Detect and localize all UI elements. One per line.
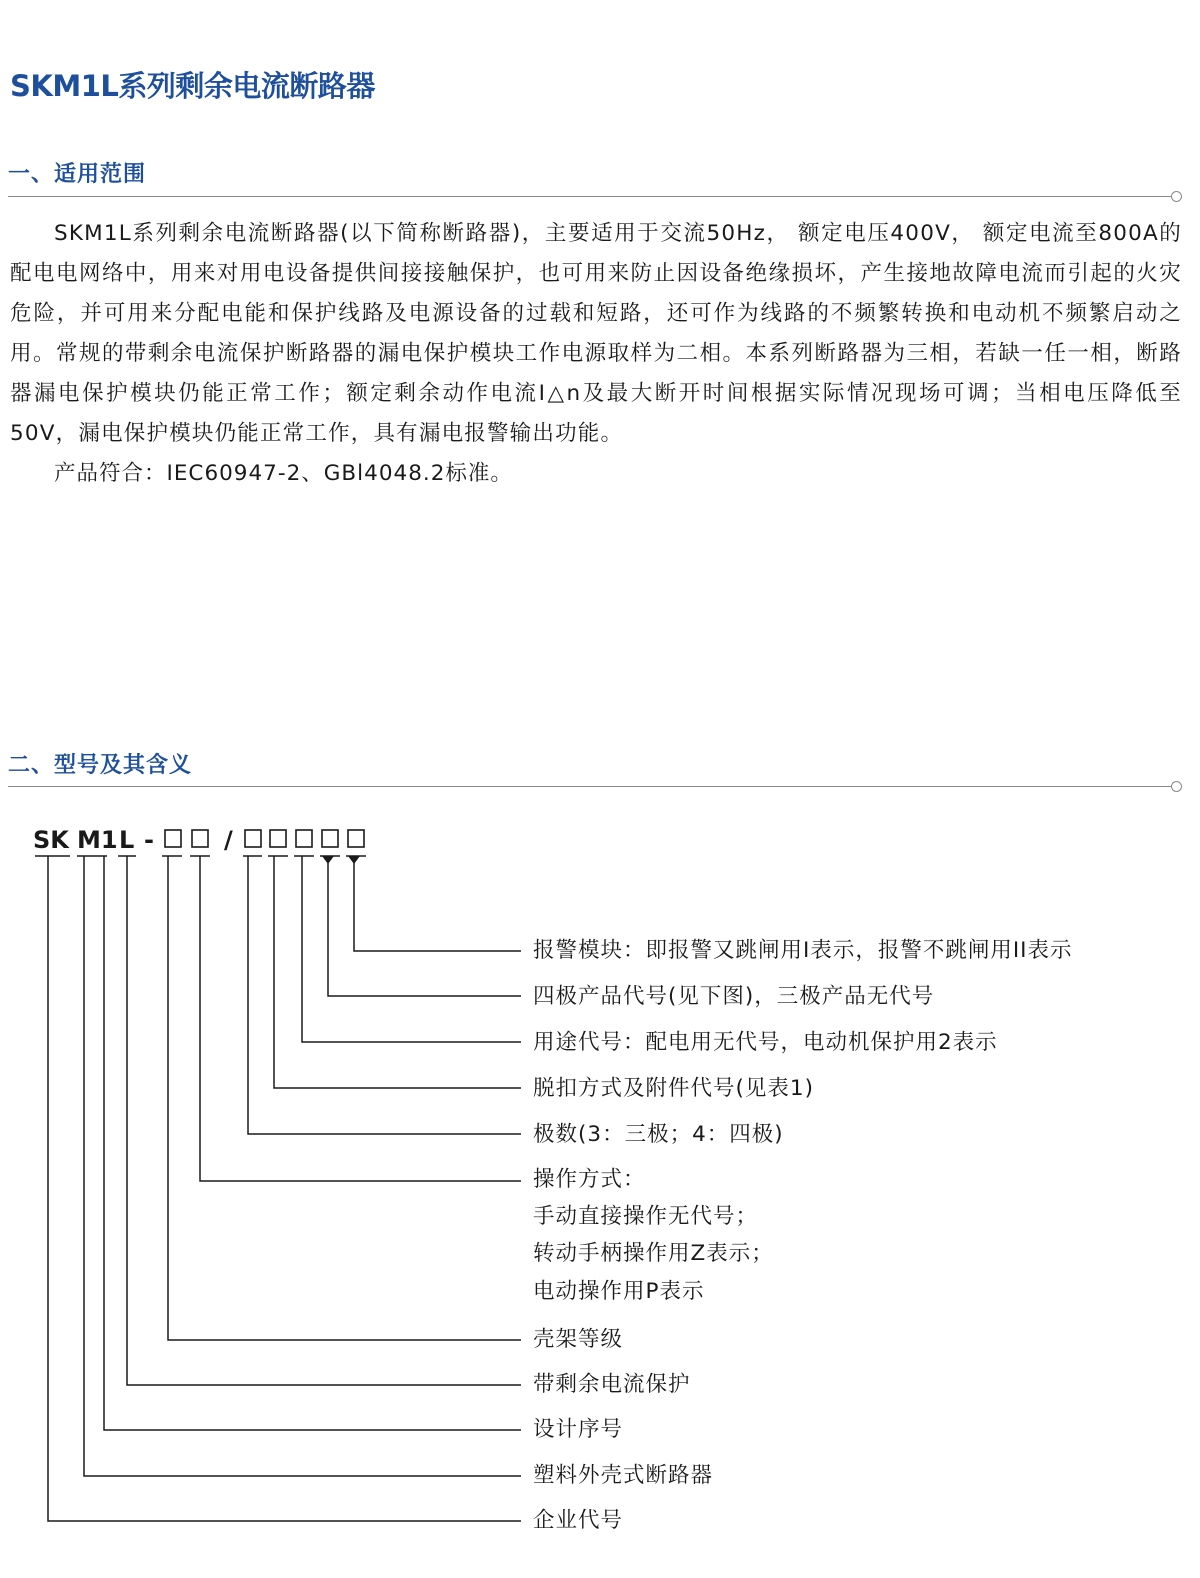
code-sk: SK [33, 826, 69, 854]
code-box-frame [348, 830, 364, 847]
code-l: L [119, 826, 135, 854]
code-boxes [165, 830, 364, 847]
label-enterprise-code: 企业代号 [533, 1508, 624, 1533]
leader-usage [302, 856, 521, 1042]
code-box-frame [165, 830, 181, 847]
label-poles: 极数(3：三极；4：四极) [533, 1122, 784, 1147]
label-operation-handle: 转动手柄操作用Z表示； [533, 1241, 774, 1266]
section2-heading: 二、型号及其含义 [8, 753, 193, 778]
code-box-frame [322, 830, 338, 847]
leader-poles [248, 856, 521, 1134]
label-alarm-module: 报警模块：即报警又跳闸用I表示，报警不跳闸用II表示 [533, 938, 1073, 963]
standard-line: 产品符合：IEC60947-2、GBl4048.2标准。 [54, 461, 513, 486]
leader-lines [35, 856, 521, 1521]
code-dash: - [144, 826, 154, 854]
leader-trip [274, 856, 521, 1088]
code-slash: / [224, 826, 233, 854]
leader-alarm [354, 856, 521, 951]
label-frame-grade: 壳架等级 [533, 1327, 624, 1352]
leader-enterprise [48, 856, 521, 1521]
leader-arrowheads [322, 856, 360, 864]
leader-design [104, 856, 521, 1430]
arrow-down-icon [322, 856, 334, 864]
label-design-serial: 设计序号 [533, 1417, 624, 1442]
label-operation-electric: 电动操作用P表示 [533, 1279, 705, 1304]
label-residual-current: 带剩余电流保护 [533, 1372, 691, 1397]
leader-residual [127, 856, 521, 1385]
label-operation-manual: 手动直接操作无代号； [533, 1204, 759, 1229]
page-title: SKM1L系列剩余电流断路器 [10, 69, 375, 103]
section1-paragraph-text: SKM1L系列剩余电流断路器(以下简称断路器)，主要适用于交流50Hz， 额定电压400V， 额定电流至800A的配电电网络中，用来对用电设备提供间接接触保护，也可用来防止因设备绝缘损坏，产生接地故障电流而引起的火灾危险，并可用来分配电能和保护线路及电源设备的过载和短路，还可作为线路的不频繁转换和电动机不频繁启动之用。常规的带剩余电流保护断路器的漏电保护模块工作电源取样为二相。本系列断路器为三相，若缺一任一相，断路器漏电保护模块仍能正常工作；额定剩余动作电流I△n及最大断开时间根据实际情况现场可调；当相电压降低至50V，漏电保护模块仍能正常工作，具有漏电报警输出功能。 [10, 221, 1182, 446]
code-m1: M1 [77, 826, 118, 854]
arrow-down-icon [348, 856, 360, 864]
leader-four-pole [328, 856, 521, 996]
label-four-pole: 四极产品代号(见下图)，三极产品无代号 [533, 984, 935, 1009]
code-box-frame [192, 830, 208, 847]
code-box-frame [296, 830, 312, 847]
label-trip-mode: 脱扣方式及附件代号(见表1) [533, 1076, 814, 1101]
code-box-frame [270, 830, 286, 847]
code-box-frame [245, 830, 261, 847]
section1-heading: 一、适用范围 [8, 162, 147, 187]
leader-frame [168, 856, 521, 1340]
label-molded-case: 塑料外壳式断路器 [533, 1463, 714, 1488]
label-usage: 用途代号：配电用无代号，电动机保护用2表示 [533, 1030, 998, 1055]
label-operation: 操作方式： [533, 1167, 646, 1192]
